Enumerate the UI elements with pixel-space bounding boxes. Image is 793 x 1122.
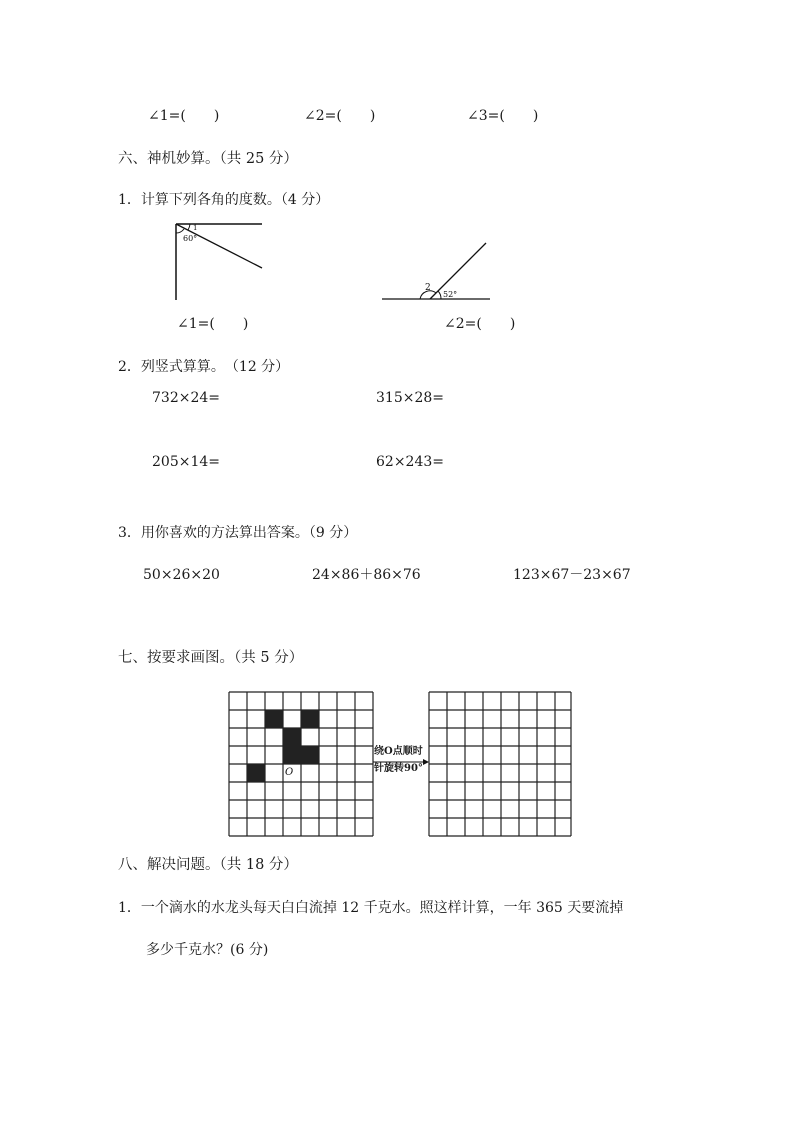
vertical-calc-4: 62×243= [376, 454, 444, 470]
vertical-calc-3: 205×14= [152, 454, 220, 470]
fig1-answer-blank[interactable]: ∠1=( ) [177, 316, 249, 332]
answer-grid[interactable] [429, 692, 575, 838]
section6-title: 六、神机妙算。（共 25 分） [118, 151, 298, 167]
angle2-label: 2 [425, 283, 431, 293]
section6-q3-title: 3．用你喜欢的方法算出答案。（9 分） [118, 525, 358, 541]
section6-q1-title: 1．计算下列各角的度数。（4 分） [118, 192, 330, 208]
angle-52-label: 52° [443, 290, 458, 299]
angle-figure-1 [170, 218, 270, 308]
angle-figure-2 [380, 240, 495, 305]
rotate-instruction-line1: 绕O点顺时 [374, 746, 423, 757]
angle2-answer-blank[interactable]: ∠2=( ) [304, 108, 376, 124]
section7-title: 七、按要求画图。（共 5 分） [118, 650, 304, 666]
fig2-answer-blank[interactable]: ∠2=( ) [444, 316, 516, 332]
vertical-calc-1: 732×24= [152, 390, 220, 406]
angle1-mark: 1 [193, 224, 198, 232]
source-grid [229, 692, 375, 838]
smart-calc-2: 24×86＋86×76 [312, 567, 421, 583]
section6-q2-title: 2．列竖式算算。 （12 分） [118, 359, 290, 375]
angle1-answer-blank[interactable]: ∠1=( ) [148, 108, 220, 124]
section8-q1-line2: 多少千克水？(6 分) [146, 942, 269, 958]
smart-calc-1: 50×26×20 [143, 567, 220, 583]
vertical-calc-2: 315×28= [376, 390, 444, 406]
section8-q1-line1: 1．一个滴水的水龙头每天白白流掉 12 千克水。照这样计算，一年 365 天要流掉 [118, 900, 624, 916]
angle3-answer-blank[interactable]: ∠3=( ) [467, 108, 539, 124]
smart-calc-3: 123×67－23×67 [513, 567, 631, 583]
point-o-label: O [285, 767, 294, 778]
rotate-instruction-line2: 针旋转90° [374, 763, 423, 774]
angle-60-label: 60° [183, 234, 198, 243]
section8-title: 八、解决问题。（共 18 分） [118, 857, 298, 873]
